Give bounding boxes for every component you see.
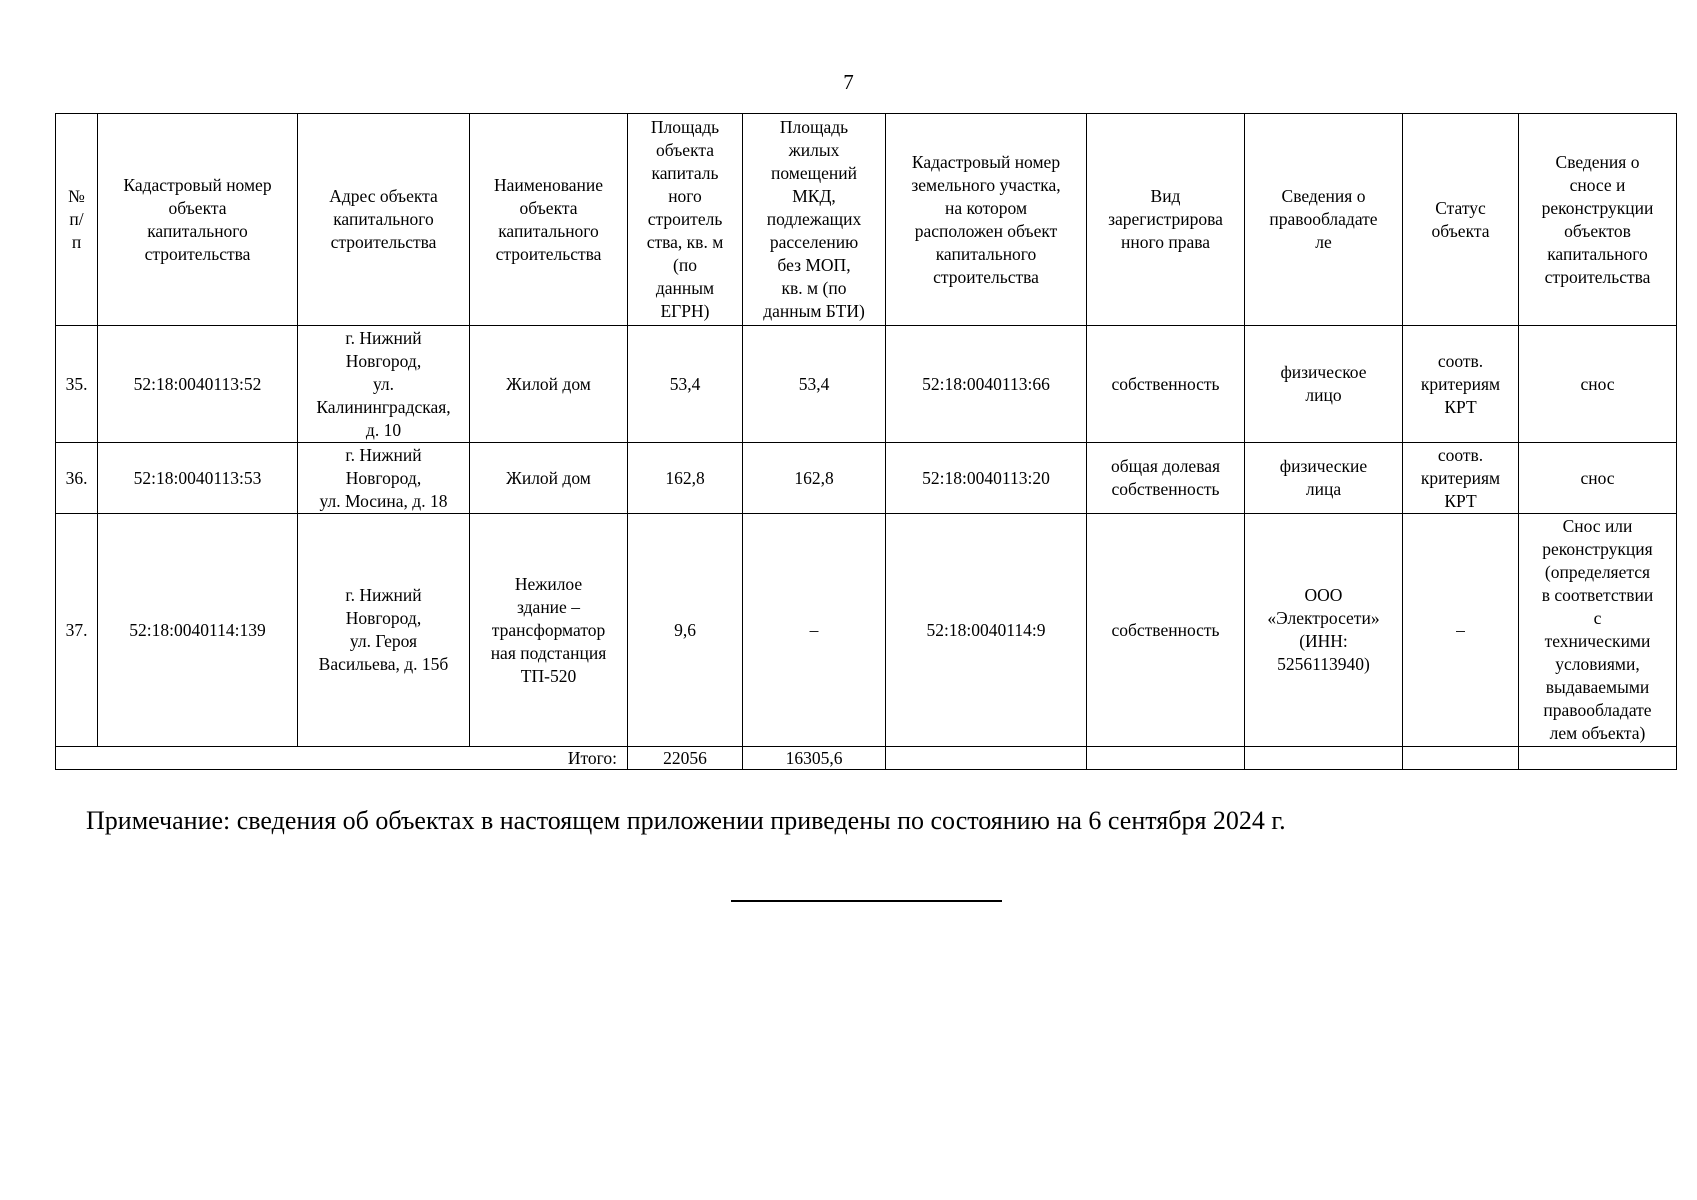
cell-number: 36. (56, 443, 98, 514)
cell-area-bti: 162,8 (743, 443, 886, 514)
header-area-bti: Площадь жилых помещений МКД, подлежащих расселению без МОП, кв. м (по данным БТИ) (743, 114, 886, 326)
cell-address: г. Нижний Новгород, ул. Мосина, д. 18 (298, 443, 470, 514)
cell-object-name: Жилой дом (470, 326, 628, 443)
header-object-name: Наименование объекта капитального строительства (470, 114, 628, 326)
objects-table (55, 113, 1677, 770)
header-address: Адрес объекта капитального строительства (298, 114, 470, 326)
cell-demolition-info: Снос или реконструкция (определяется в соответствии с техническими условиями, выдаваемыми правообладате лем объекта) (1519, 514, 1677, 747)
cell-right-type: собственность (1087, 514, 1245, 747)
total-label: Итого: (56, 747, 628, 770)
cell-area-egrn: 9,6 (628, 514, 743, 747)
cell-cadastral-number: 52:18:0040114:139 (98, 514, 298, 747)
header-demolition-info: Сведения о сносе и реконструкции объектов капитального строительства (1519, 114, 1677, 326)
cell-cadastral-number: 52:18:0040113:53 (98, 443, 298, 514)
cell-demolition-info: снос (1519, 326, 1677, 443)
header-land-cadastral-number: Кадастровый номер земельного участка, на котором расположен объект капитального строительства (886, 114, 1087, 326)
table-header-row (56, 114, 1677, 326)
cell-owner: физические лица (1245, 443, 1403, 514)
cell-status: – (1403, 514, 1519, 747)
cell-right-type: собственность (1087, 326, 1245, 443)
table-row (56, 326, 1677, 443)
cell-object-name: Нежилое здание – трансформатор ная подстанция ТП-520 (470, 514, 628, 747)
cell-area-egrn: 53,4 (628, 326, 743, 443)
cell-number: 37. (56, 514, 98, 747)
total-empty-cell (886, 747, 1087, 770)
total-empty-cell (1245, 747, 1403, 770)
cell-demolition-info: снос (1519, 443, 1677, 514)
cell-cadastral-number: 52:18:0040113:52 (98, 326, 298, 443)
cell-land-cadastral-number: 52:18:0040113:66 (886, 326, 1087, 443)
separator-line (731, 900, 1002, 902)
note-text: Примечание: сведения об объектах в настоящем приложении приведены по состоянию на 6 сентября 2024 г. (86, 806, 1286, 835)
cell-object-name: Жилой дом (470, 443, 628, 514)
cell-area-egrn: 162,8 (628, 443, 743, 514)
cell-land-cadastral-number: 52:18:0040114:9 (886, 514, 1087, 747)
cell-area-bti: – (743, 514, 886, 747)
cell-right-type: общая долевая собственность (1087, 443, 1245, 514)
total-area-bti: 16305,6 (743, 747, 886, 770)
header-area-egrn: Площадь объекта капиталь ного строитель ства, кв. м (по данным ЕГРН) (628, 114, 743, 326)
cell-owner: физическое лицо (1245, 326, 1403, 443)
header-status: Статус объекта (1403, 114, 1519, 326)
table-row (56, 514, 1677, 747)
cell-status: соотв. критериям КРТ (1403, 443, 1519, 514)
cell-area-bti: 53,4 (743, 326, 886, 443)
header-owner: Сведения о правообладате ле (1245, 114, 1403, 326)
header-number: № п/ п (56, 114, 98, 326)
header-cadastral-number: Кадастровый номер объекта капитального строительства (98, 114, 298, 326)
cell-address: г. Нижний Новгород, ул. Героя Васильева, д. 15б (298, 514, 470, 747)
total-empty-cell (1519, 747, 1677, 770)
page-number: 7 (843, 70, 854, 94)
total-area-egrn: 22056 (628, 747, 743, 770)
total-empty-cell (1087, 747, 1245, 770)
total-empty-cell (1403, 747, 1519, 770)
table-row (56, 443, 1677, 514)
cell-address: г. Нижний Новгород, ул. Калининградская, д. 10 (298, 326, 470, 443)
cell-status: соотв. критериям КРТ (1403, 326, 1519, 443)
cell-number: 35. (56, 326, 98, 443)
cell-owner: ООО «Электросети» (ИНН: 5256113940) (1245, 514, 1403, 747)
cell-land-cadastral-number: 52:18:0040113:20 (886, 443, 1087, 514)
header-right-type: Вид зарегистрирова нного права (1087, 114, 1245, 326)
total-row (56, 747, 1677, 770)
